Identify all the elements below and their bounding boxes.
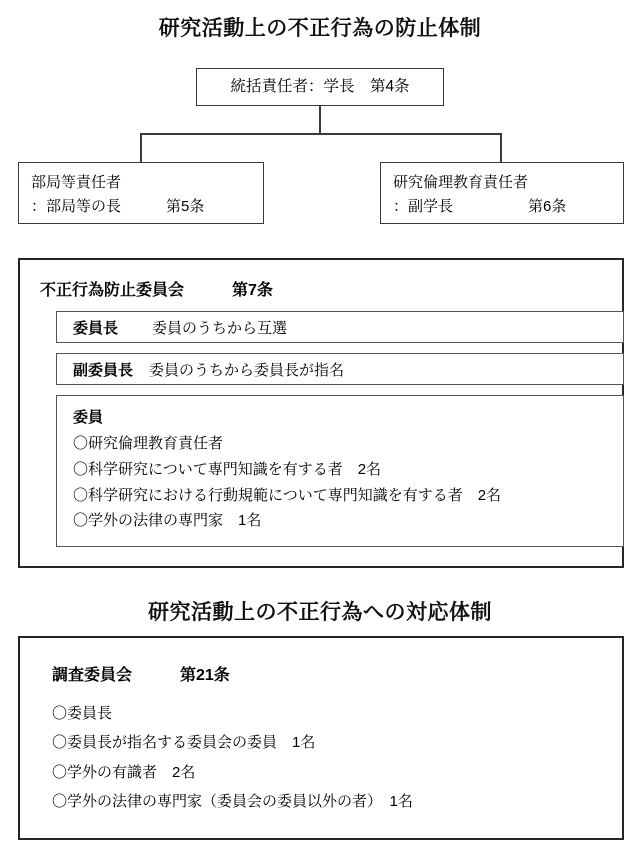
ethics-education-officer-line2: ：副学長 第6条: [393, 198, 567, 215]
page-title-response: 研究活動上の不正行為への対応体制: [148, 601, 492, 624]
row-vice-chairperson: [56, 353, 624, 385]
prevention-committee-heading: 不正行為防止委員会 第7条: [40, 282, 273, 299]
department-officer-line2: ：部局等の長 第5条: [31, 198, 205, 215]
investigation-members-list: [52, 699, 590, 816]
chairperson-value: 委員のうちから互選: [152, 319, 288, 337]
list-item: 〇学外の法律の専門家 1名: [73, 512, 262, 530]
connector-horizontal: [140, 133, 502, 135]
ethics-education-officer-line1: 研究倫理教育責任者: [393, 174, 529, 191]
box-department-officer: [18, 162, 264, 224]
page-title-prevention: 研究活動上の不正行為の防止体制: [158, 17, 482, 40]
connector-vertical-top: [319, 106, 321, 134]
connector-vertical-right: [500, 133, 502, 162]
list-item: 〇委員長: [52, 705, 113, 722]
list-item: 〇学外の有識者 2名: [52, 763, 196, 781]
department-officer-line1: 部局等責任者: [31, 174, 122, 191]
connector-vertical-left: [140, 133, 142, 162]
vice-chairperson-label: 副委員長: [73, 361, 134, 379]
box-overall-director: [196, 68, 444, 106]
box-ethics-education-officer: [380, 162, 624, 224]
row-members: [56, 395, 624, 547]
row-chairperson: [56, 311, 624, 343]
overall-director-label: 統括責任者：学長 第4条: [230, 77, 410, 95]
vice-chairperson-value: 委員のうちから委員長が指名: [149, 361, 345, 379]
list-item: 〇委員長が指名する委員会の委員 1名: [52, 734, 316, 752]
panel-prevention-committee: [18, 258, 624, 568]
list-item: 〇科学研究について専門知識を有する者 2名: [73, 460, 382, 478]
members-label: 委員: [73, 409, 104, 426]
panel-investigation-committee: [18, 636, 624, 840]
list-item: 〇研究倫理教育責任者: [73, 435, 224, 452]
list-item: 〇科学研究における行動規範について専門知識を有する者 2名: [73, 486, 502, 504]
members-list: [73, 431, 607, 534]
chairperson-label: 委員長: [73, 319, 119, 337]
investigation-committee-heading: 調査委員会 第21条: [52, 667, 230, 684]
list-item: 〇学外の法律の専門家（委員会の委員以外の者） 1名: [52, 792, 413, 810]
